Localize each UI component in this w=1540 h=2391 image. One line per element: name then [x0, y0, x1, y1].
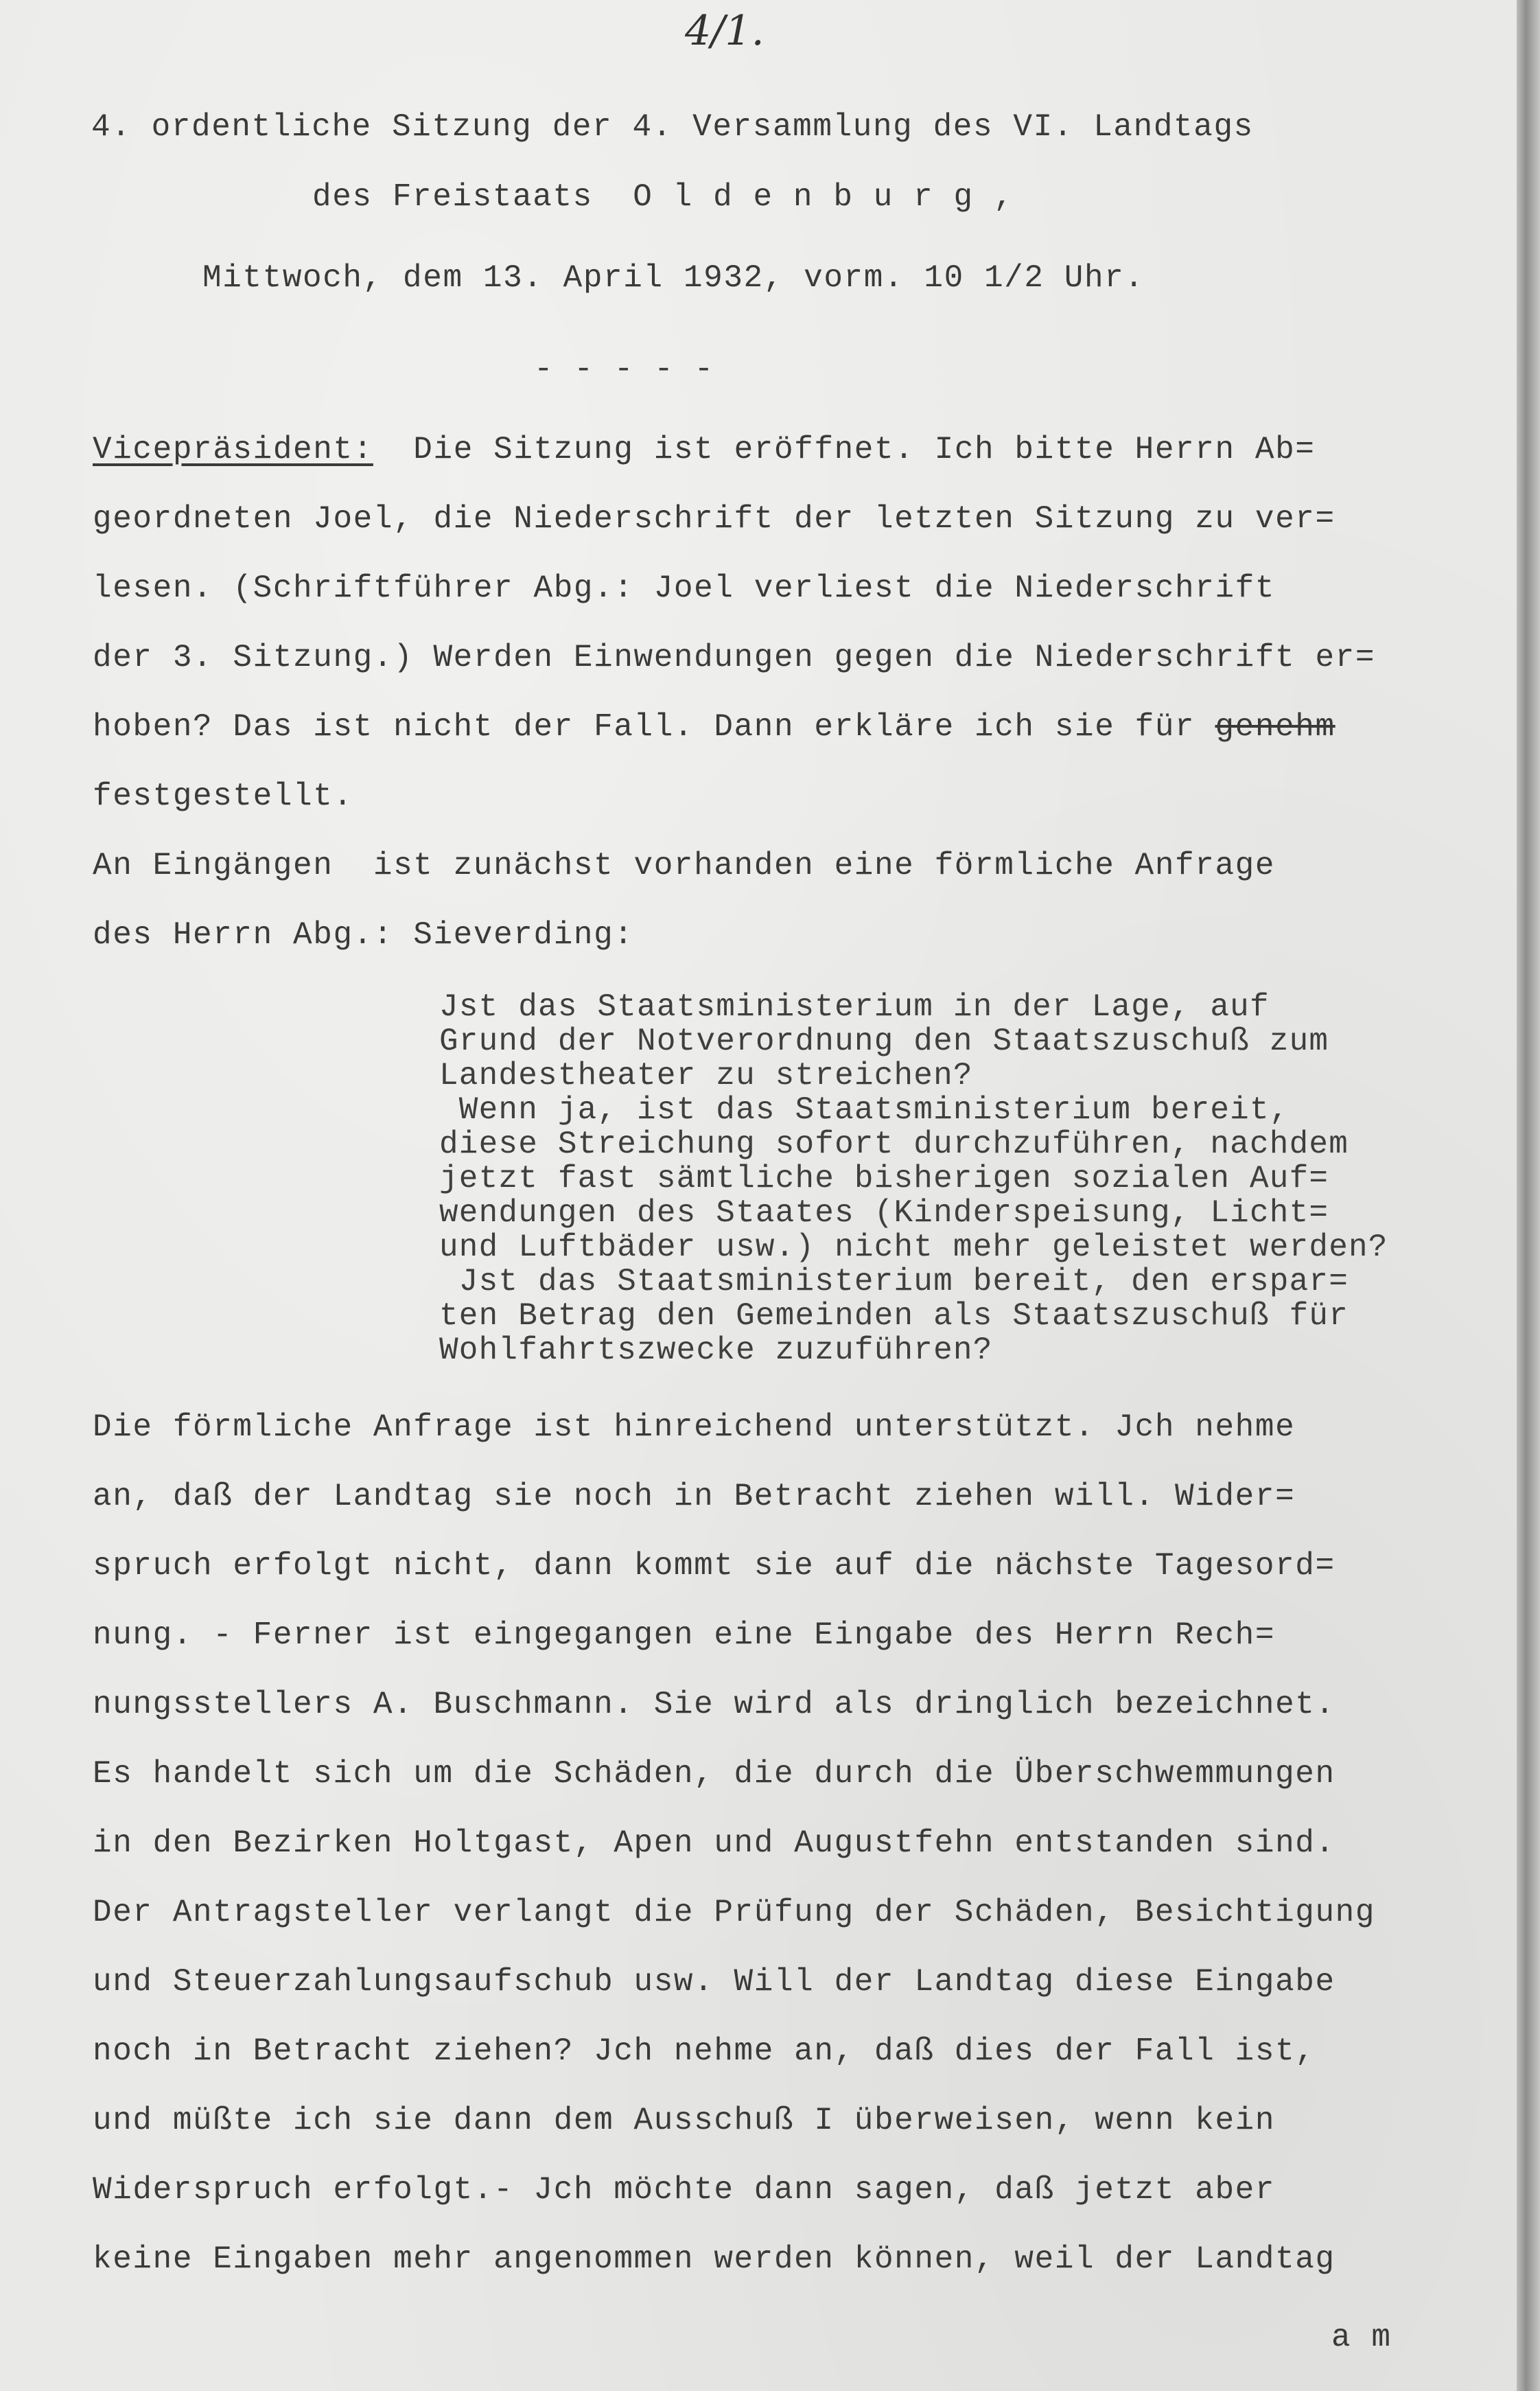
quote-line: Landestheater zu streichen?: [439, 1058, 973, 1094]
quote-line: Jst das Staatsministerium in der Lage, auf: [439, 989, 1270, 1025]
text-line: und müßte ich sie dann dem Ausschuß I überweisen, wenn kein: [93, 2103, 1276, 2138]
quote-line: diese Streichung sofort durchzuführen, nachdem: [439, 1127, 1349, 1162]
text-line: an, daß der Landtag sie noch in Betracht ziehen will. Wider=: [93, 1479, 1296, 1514]
text-line: Es handelt sich um die Schäden, die durch die Überschwemmungen: [93, 1756, 1335, 1792]
quote-line: ten Betrag den Gemeinden als Staatszuschuß für: [439, 1298, 1349, 1334]
quote-line: Wohlfahrtszwecke zuzuführen?: [439, 1332, 993, 1368]
session-date-line: Mittwoch, dem 13. April 1932, vorm. 10 1/2 Uhr.: [202, 260, 1145, 296]
quote-line: Wenn ja, ist das Staatsministerium bereit,: [439, 1092, 1290, 1128]
text-line: noch in Betracht ziehen? Jch nehme an, daß dies der Fall ist,: [93, 2033, 1316, 2069]
text-line: der 3. Sitzung.) Werden Einwendungen gegen die Niederschrift er=: [93, 640, 1376, 675]
catchword: a m: [1331, 2320, 1392, 2355]
text-line: keine Eingaben mehr angenommen werden können, weil der Landtag: [93, 2241, 1335, 2277]
page-edge-shadow: [1517, 0, 1540, 2391]
text-line: festgestellt.: [93, 778, 353, 814]
text-line: hoben? Das ist nicht der Fall. Dann erkläre ich sie für genehm: [93, 709, 1335, 745]
header-divider: - - - - -: [534, 351, 714, 387]
text-line: Der Antragsteller verlangt die Prüfung der Schäden, Besichtigung: [93, 1895, 1376, 1930]
text-line: An Eingängen ist zunächst vorhanden eine förmliche Anfrage: [93, 848, 1276, 883]
text-line: nung. - Ferner ist eingegangen eine Eingabe des Herrn Rech=: [93, 1617, 1276, 1653]
quote-line: wendungen des Staates (Kinderspeisung, Licht=: [439, 1195, 1329, 1231]
text-line: nungsstellers A. Buschmann. Sie wird als dringlich bezeichnet.: [93, 1687, 1335, 1722]
text-line: geordneten Joel, die Niederschrift der letzten Sitzung zu ver=: [93, 501, 1335, 537]
struck-word: genehm: [1215, 709, 1335, 745]
text-line: Widerspruch erfolgt.- Jch möchte dann sagen, daß jetzt aber: [93, 2172, 1276, 2208]
text-line: des Herrn Abg.: Sieverding:: [93, 917, 634, 953]
text-line: in den Bezirken Holtgast, Apen und Augustfehn entstanden sind.: [93, 1825, 1335, 1861]
text-line: lesen. (Schriftführer Abg.: Joel verliest die Niederschrift: [93, 570, 1276, 606]
text-line: und Steuerzahlungsaufschub usw. Will der Landtag diese Eingabe: [93, 1964, 1335, 2000]
quote-line: und Luftbäder usw.) nicht mehr geleistet werden?: [439, 1229, 1388, 1265]
quote-line: Grund der Notverordnung den Staatszuschuß zum: [439, 1024, 1329, 1059]
handwritten-page-number: 4/1.: [685, 7, 765, 55]
session-title-line-1: 4. ordentliche Sitzung der 4. Versammlung des VI. Landtags: [91, 109, 1254, 145]
quote-line: jetzt fast sämtliche bisherigen sozialen Auf=: [439, 1161, 1329, 1197]
text-line: Die förmliche Anfrage ist hinreichend unterstützt. Jch nehme: [93, 1409, 1296, 1445]
speaker-label: Vicepräsident: Die Sitzung ist eröffnet. Ich bitte Herrn Ab=: [93, 432, 1316, 467]
text-line: spruch erfolgt nicht, dann kommt sie auf die nächste Tagesord=: [93, 1548, 1335, 1584]
quote-line: Jst das Staatsministerium bereit, den erspar=: [439, 1264, 1349, 1300]
session-title-line-2: des Freistaats O l d e n b u r g ,: [312, 179, 1014, 215]
